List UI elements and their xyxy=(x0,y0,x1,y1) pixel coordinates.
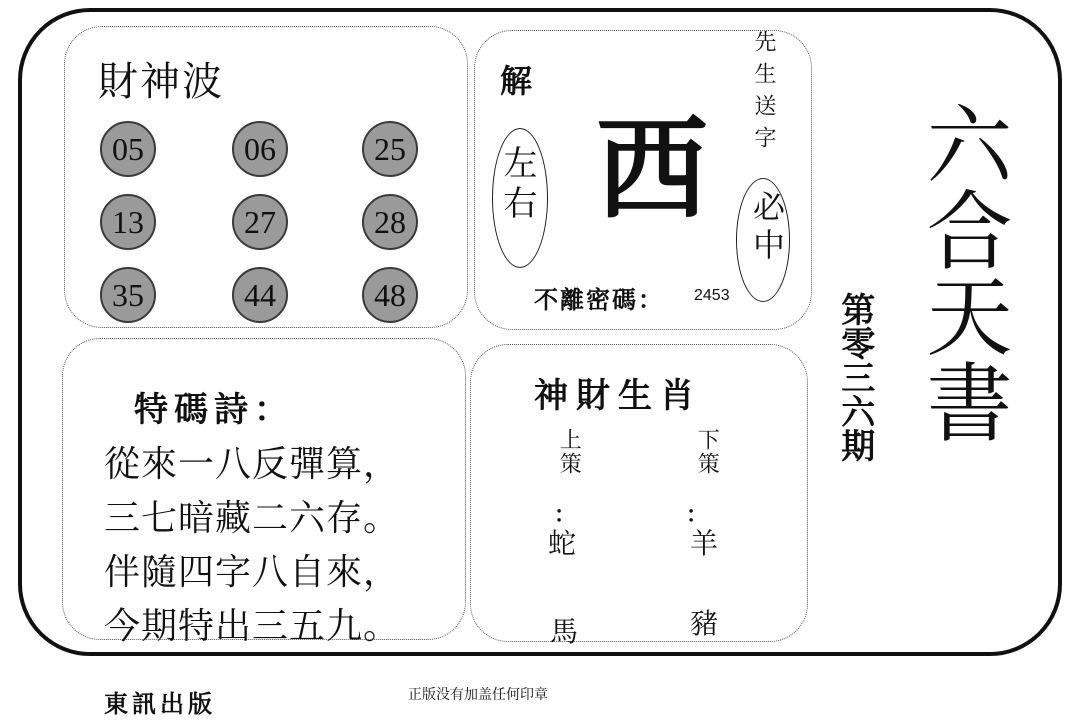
code-label: 不離密碼： xyxy=(534,286,664,314)
issue-number: 第零三六期 xyxy=(834,292,875,462)
zodiac-title: 神財生肖 xyxy=(534,376,702,416)
upper-zodiac-animal: 馬 xyxy=(550,615,579,648)
authenticity-notice: 正版没有加盖任何印章 xyxy=(408,687,548,703)
poem-line: 從來一八反彈算， xyxy=(104,444,401,485)
poem-line: 今期特出三五九。 xyxy=(104,606,401,647)
upper-zodiac-animal: 蛇 xyxy=(548,527,577,560)
number-ball: 13 xyxy=(100,194,156,250)
clue-label: 解 xyxy=(500,62,533,100)
number-ball: 06 xyxy=(232,121,288,177)
publisher: 東訊出版 xyxy=(104,690,216,718)
number-ball: 25 xyxy=(362,121,418,177)
poem-title: 特碼詩： xyxy=(134,390,294,430)
wealth-wave-title: 財神波 xyxy=(98,59,224,105)
number-ball: 44 xyxy=(232,267,288,323)
number-ball: 35 xyxy=(100,267,156,323)
main-clue-character: 西 xyxy=(596,105,708,235)
upper-colon: ： xyxy=(554,502,577,528)
poem-line: 伴隨四字八自來， xyxy=(104,552,401,593)
number-ball: 05 xyxy=(100,121,156,177)
number-ball: 28 xyxy=(362,194,418,250)
book-title: 六合天書 xyxy=(911,100,1012,444)
number-ball: 27 xyxy=(232,194,288,250)
teacher-gift-text: 先生送字 xyxy=(751,30,776,158)
upper-strategy-heading: 上策 xyxy=(556,428,582,476)
lower-zodiac-animal: 羊 xyxy=(690,527,719,560)
code-value: 2453 xyxy=(694,287,730,304)
lower-strategy-heading: 下策 xyxy=(694,428,720,476)
must-hit-text: 必中 xyxy=(748,190,786,266)
number-ball: 48 xyxy=(362,267,418,323)
left-right-text: 左右 xyxy=(497,145,537,225)
lower-zodiac-animal: 豬 xyxy=(690,607,719,640)
lower-colon: ： xyxy=(686,502,709,528)
poem-line: 三七暗藏二六存。 xyxy=(104,498,401,539)
